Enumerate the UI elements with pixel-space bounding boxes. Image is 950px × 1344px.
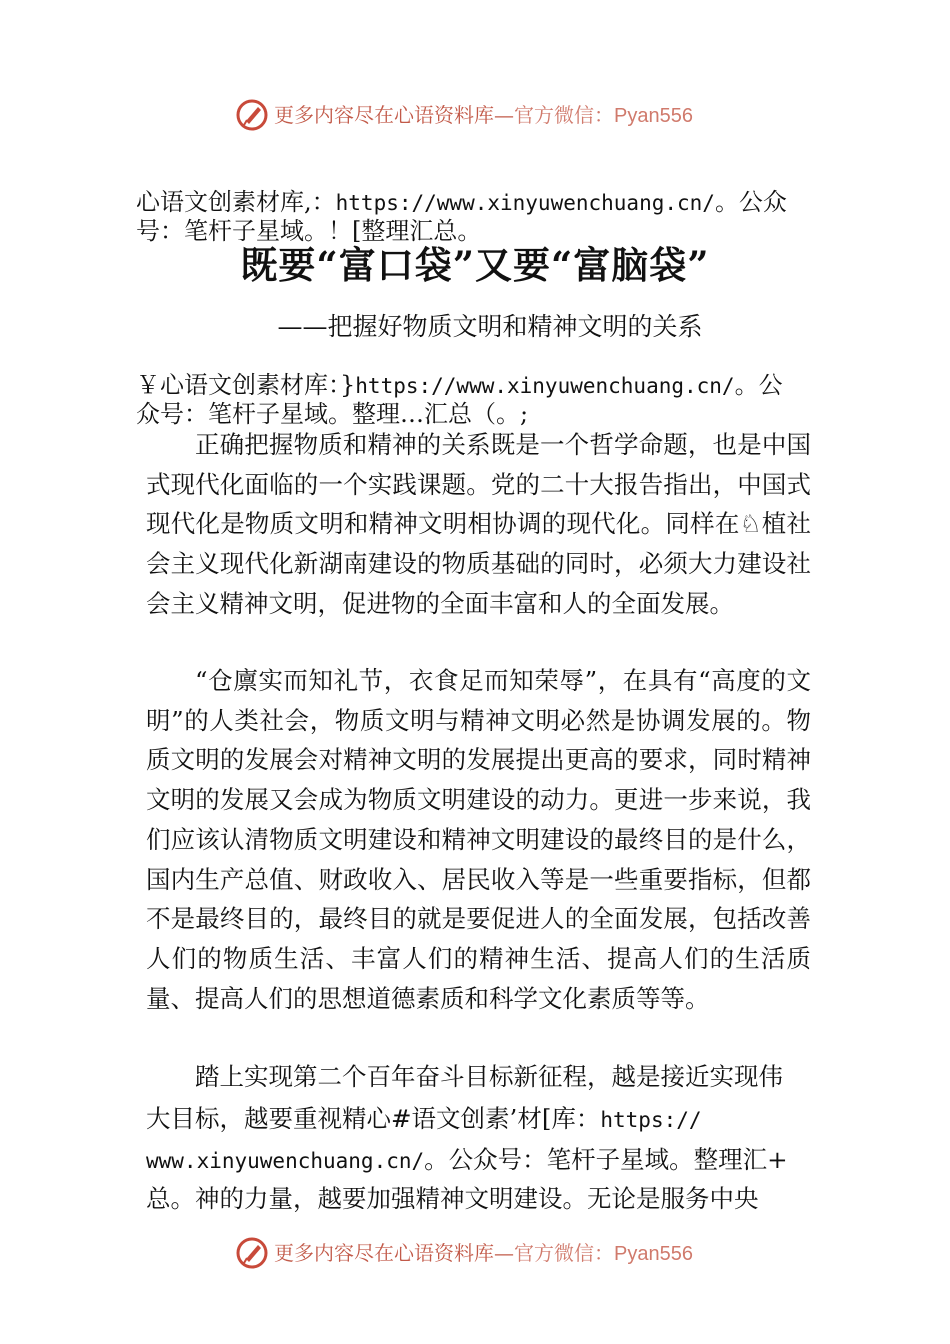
watermark-url: www.xinyuwenchuang.cn/ <box>146 1149 425 1173</box>
body-paragraph-line: 总。神的力量，越要加强精神文明建设。无论是服务中央 <box>146 1184 759 1213</box>
watermark-url: https://www.xinyuwenchuang.cn/ <box>335 191 715 215</box>
watermark-text: 。公众号：笔杆子星域。整理汇+ <box>424 1145 788 1174</box>
watermark-text: 。公众 <box>714 188 787 216</box>
watermark-line-3 <box>136 370 783 401</box>
body-paragraph-line: 踏上实现第二个百年奋斗目标新征程，越是接近实现伟 <box>195 1062 783 1091</box>
page-title: 既要“富口袋”又要“富脑袋” <box>240 243 710 287</box>
page-subtitle: ——把握好物质文明和精神文明的关系 <box>277 312 703 341</box>
footer-banner-account: Pyan556 <box>614 1243 693 1265</box>
footer-banner-wechat-label: 官方微信： <box>514 1241 614 1265</box>
header-banner-text <box>274 103 693 128</box>
body-paragraph: “仓廪实而知礼节，衣食足而知荣辱”，在具有“高度的文明”的人类社会，物质文明与精神文明必然是协调发展的。物质文明的发展会对精神文明的发展提出更高的要求，同时精神文明的发展又会成为物质文明建设的动力。更进一步来说，我们应该认清物质文明建设和精神文明建设的最终目的是什么，国内生产总值、财政收入、居民收入等是一些重要指标，但都不是最终目的，最终目的就是要促进人的全面发展，包括改善人们的物质生活、丰富人们的精神生活、提高人们的生活质量、提高人们的思想道德素质和科学文化素质等等。 <box>146 666 811 1013</box>
header-banner <box>0 96 950 136</box>
header-banner-slogan: 更多内容尽在心语资料库— <box>274 103 514 127</box>
watermark-line-1 <box>136 187 787 218</box>
watermark-text: 大目标，越要重视精心#语文创素’材[库： <box>146 1104 601 1133</box>
quill-pen-logo-icon <box>234 1235 270 1271</box>
header-banner-account: Pyan556 <box>614 105 693 127</box>
watermark-text: 。公 <box>734 371 783 399</box>
quill-pen-logo-icon <box>234 97 270 133</box>
body-paragraph-line <box>146 1104 702 1135</box>
footer-banner-text <box>274 1241 693 1266</box>
watermark-url: https:// <box>600 1108 702 1132</box>
footer-banner-slogan: 更多内容尽在心语资料库— <box>274 1241 514 1265</box>
header-banner-wechat-label: 官方微信： <box>514 103 614 127</box>
watermark-line-4: 众号：笔杆子星域。整理…汇总（。; <box>136 400 529 428</box>
watermark-url: https://www.xinyuwenchuang.cn/ <box>355 374 735 398</box>
body-paragraph-line <box>146 1145 788 1176</box>
watermark-text: 心语文创素材库,： <box>136 188 336 216</box>
watermark-line-2: 号：笔杆子星域。！[整理汇总。 <box>136 217 482 245</box>
watermark-text: ￥心语文创素材库：} <box>136 371 356 399</box>
footer-banner <box>0 1234 950 1274</box>
body-paragraph: 正确把握物质和精神的关系既是一个哲学命题，也是中国式现代化面临的一个实践课题。党的二十大报告指出，中国式现代化是物质文明和精神文明相协调的现代化。同样在♘植社会主义现代化新湖南建设的物质基础的同时，必须大力建设社会主义精神文明，促进物的全面丰富和人的全面发展。 <box>146 430 811 618</box>
